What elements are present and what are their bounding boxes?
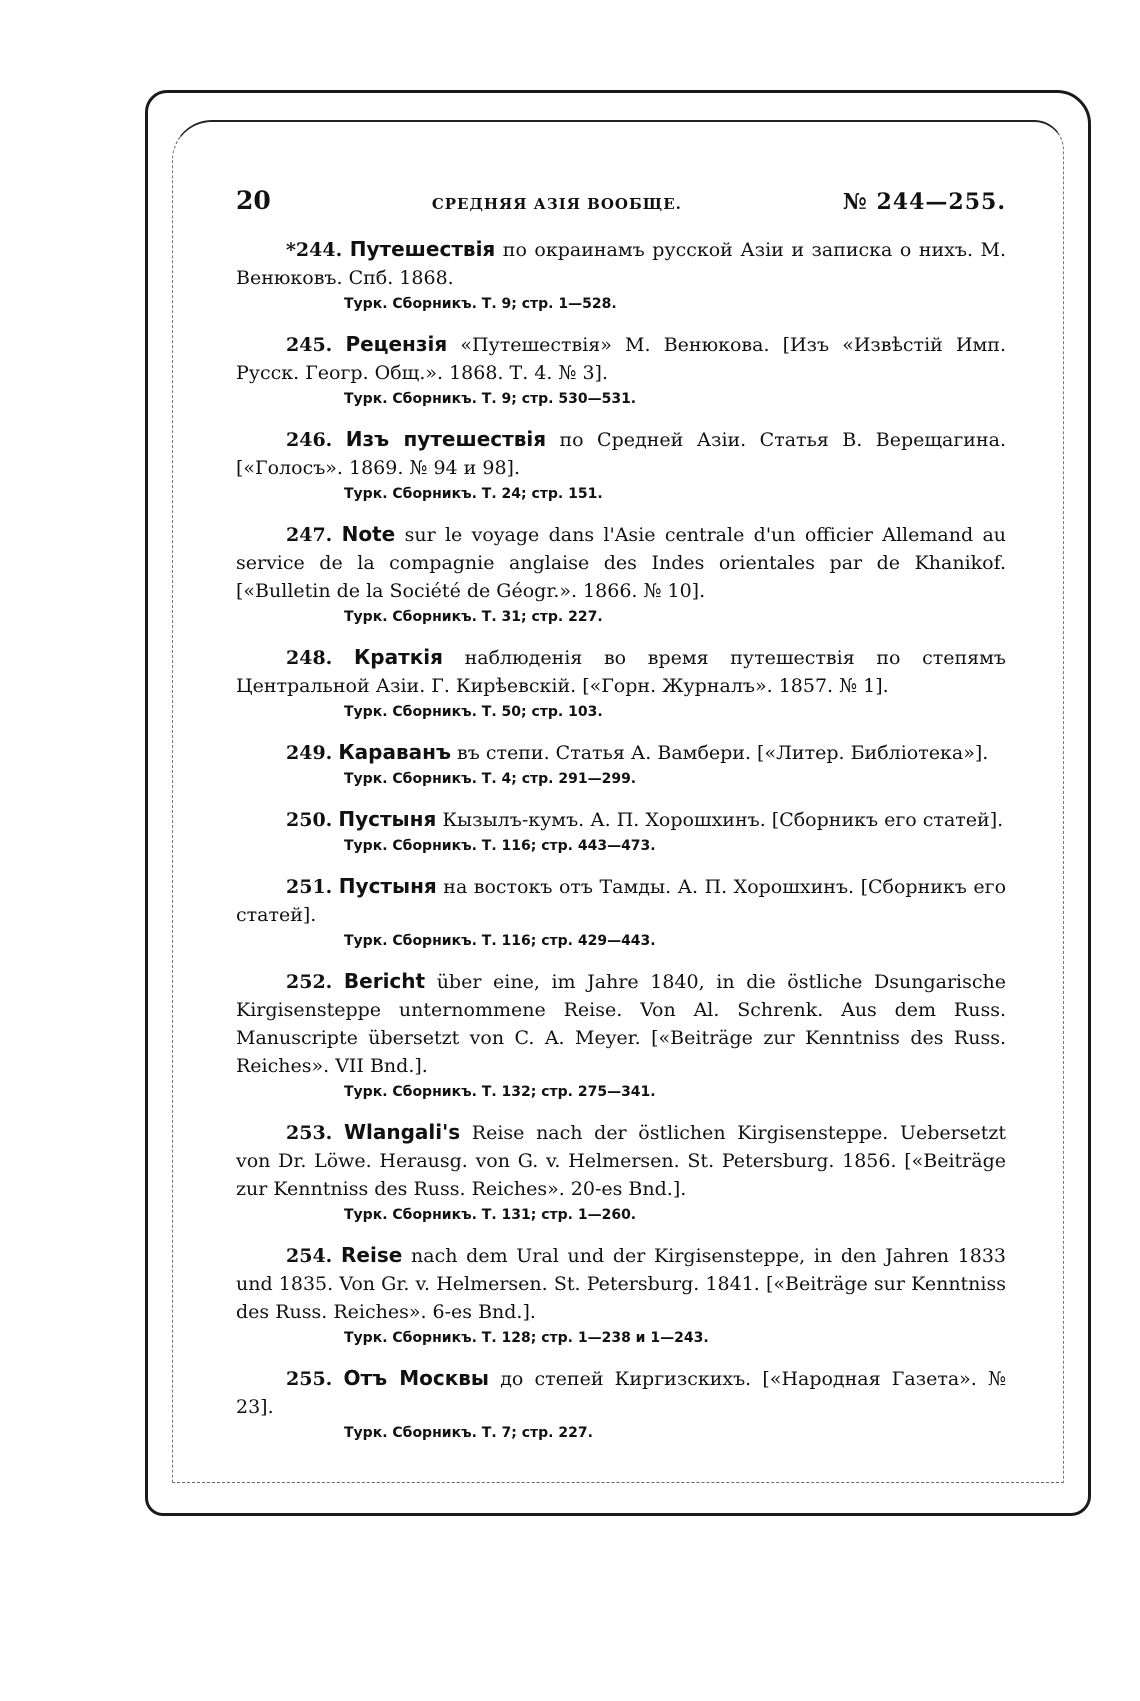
entry-reference: Турк. Сборникъ. Т. 24; стр. 151.: [344, 486, 603, 502]
entry-number: 249.: [286, 742, 333, 764]
entry-text: [236, 738, 1006, 767]
entry-keyword: Reise: [341, 1243, 403, 1267]
entry-description: по Средней Азіи. Статья В. Верещагина. [«Голосъ». 1869. № 94 и 98].: [236, 429, 1006, 479]
entry-reference: Турк. Сборникъ. Т. 9; стр. 530—531.: [344, 391, 637, 407]
entry-253: [236, 1118, 1006, 1227]
entry-251: [236, 872, 1006, 953]
entry-keyword: Пустыня: [338, 874, 437, 898]
entry-description: Reise nach der östlichen Kirgisensteppe. Uebersetzt von Dr. Löwe. Herausg. von G. v. Helmersen. St. Petersburg. 1856. [«Beiträge zur Kenntniss des Russ. Reiches». 20-es Bnd.].: [236, 1122, 1007, 1200]
entry-reference: Турк. Сборникъ. Т. 4; стр. 291—299.: [344, 771, 637, 787]
entry-reference: Турк. Сборникъ. Т. 116; стр. 429—443.: [344, 933, 656, 949]
entry-number: 247.: [286, 524, 333, 546]
entry-number: 246.: [286, 429, 333, 451]
entry-reference: Турк. Сборникъ. Т. 132; стр. 275—341.: [344, 1084, 656, 1100]
entry-255: [236, 1364, 1006, 1445]
entry-number: 248.: [286, 647, 333, 669]
entry-text: [236, 330, 1006, 387]
entry-description: Кызылъ-кумъ. А. П. Хорошхинъ. [Сборникъ его статей].: [442, 809, 1004, 831]
entry-text: [236, 1364, 1006, 1421]
entry-keyword: Пустыня: [338, 807, 437, 831]
entry-text: [236, 643, 1006, 700]
entry-text: [236, 425, 1006, 482]
entry-range: № 244—255.: [842, 189, 1006, 215]
entry-keyword: Краткія: [353, 645, 443, 669]
entry-text: [236, 520, 1006, 605]
entry-keyword: Bericht: [343, 969, 426, 993]
entry-description: «Путешествія» М. Венюкова. [Изъ «Извѣстій Имп. Русск. Геогр. Общ.». 1868. Т. 4. № 3].: [236, 334, 1006, 384]
entry-reference: Турк. Сборникъ. Т. 31; стр. 227.: [344, 609, 603, 625]
entry-249: [236, 738, 1006, 791]
entry-number: 252.: [286, 971, 333, 993]
entry-reference: Турк. Сборникъ. Т. 9; стр. 1—528.: [344, 296, 617, 312]
entry-description: sur le voyage dans l'Asie centrale d'un officier Allemand au service de la compagnie anglaise des Indes orientales par de Khanikof. [«Bulletin de la Société de Géogr.». 1866. № 10].: [236, 524, 1007, 602]
entry-description: nach dem Ural und der Kirgisensteppe, in den Jahren 1833 und 1835. Von Gr. v. Helmersen. St. Petersburg. 1841. [«Beiträge sur Kenntniss des Russ. Reiches». 6-es Bnd.].: [236, 1245, 1007, 1323]
entry-250: [236, 805, 1006, 858]
entry-keyword: Отъ Москвы: [343, 1366, 490, 1390]
entry-252: [236, 967, 1006, 1104]
page-number: 20: [236, 186, 271, 215]
entry-text: [236, 872, 1006, 929]
page-content: [236, 186, 1006, 1459]
entry-description: до степей Киргизскихъ. [«Народная Газета». № 23].: [236, 1368, 1006, 1418]
entry-text: [236, 1118, 1006, 1203]
entry-254: [236, 1241, 1006, 1350]
entry-keyword: Note: [341, 522, 396, 546]
entry-number: 245.: [286, 334, 333, 356]
entry-number: 250.: [286, 809, 333, 831]
entry-244: [236, 235, 1006, 316]
entry-keyword: Путешествія: [349, 237, 496, 261]
entry-reference: Турк. Сборникъ. Т. 128; стр. 1—238 и 1—243.: [344, 1330, 709, 1346]
running-title: СРЕДНЯЯ АЗІЯ ВООБЩЕ.: [431, 195, 682, 213]
entry-text: [236, 805, 1006, 834]
entry-number: 253.: [286, 1122, 333, 1144]
entry-reference: Турк. Сборникъ. Т. 116; стр. 443—473.: [344, 838, 656, 854]
entry-description: по окраинамъ русской Азіи и записка о нихъ. М. Венюковъ. Спб. 1868.: [236, 239, 1007, 289]
entry-248: [236, 643, 1006, 724]
entry-description: на востокъ отъ Тамды. А. П. Хорошхинъ. [Сборникъ его статей].: [236, 876, 1007, 926]
entry-keyword: Wlangali's: [343, 1120, 461, 1144]
entry-number: *244.: [286, 239, 343, 261]
entry-reference: Турк. Сборникъ. Т. 50; стр. 103.: [344, 704, 603, 720]
entry-reference: Турк. Сборникъ. Т. 131; стр. 1—260.: [344, 1207, 637, 1223]
entry-keyword: Рецензія: [345, 332, 448, 356]
entry-text: [236, 967, 1006, 1080]
entry-reference: Турк. Сборникъ. Т. 7; стр. 227.: [344, 1425, 593, 1441]
entry-description: въ степи. Статья А. Вамбери. [«Литер. Библіотека»].: [457, 742, 989, 764]
entry-description: über eine, im Jahre 1840, in die östliche Dsungarische Kirgisensteppe unternommene Reise. Von Al. Schrenk. Aus dem Russ. Manuscripte übersetzt von C. A. Meyer. [«Beiträge zur Kenntniss des Russ. Reiches». VII Bnd.].: [236, 971, 1006, 1077]
entry-246: [236, 425, 1006, 506]
entry-247: [236, 520, 1006, 629]
entry-text: [236, 235, 1006, 292]
entry-245: [236, 330, 1006, 411]
entry-text: [236, 1241, 1006, 1326]
entry-number: 255.: [286, 1368, 333, 1390]
entry-description: наблюденія во время путешествія по степямъ Центральной Азіи. Г. Кирѣевскій. [«Горн. Журналъ». 1857. № 1].: [236, 647, 1006, 697]
entry-keyword: Изъ путешествія: [345, 427, 547, 451]
entry-keyword: Караванъ: [338, 740, 451, 764]
entry-number: 251.: [286, 876, 333, 898]
entry-number: 254.: [286, 1245, 333, 1267]
page-header: [236, 186, 1006, 215]
